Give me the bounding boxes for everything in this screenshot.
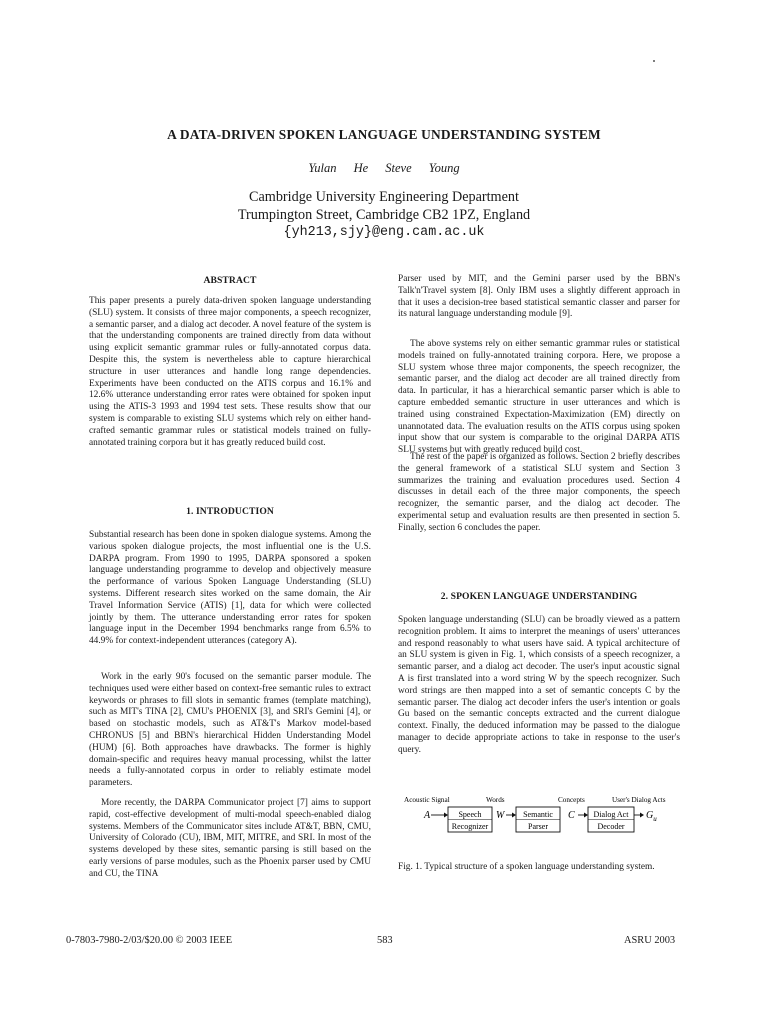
semantic-parser-label-2: Parser [528, 822, 548, 831]
introduction-paragraph-1: Substantial research has been done in spoken dialogue systems. Among the various spoken dialogue projects, the most influential one is the U.S. DARPA program. From 1990 to 1995, DARPA sponsored a spoken language understanding programme to develop and objectively measure the performance of various Spoken Language Understanding (SLU) systems. Different research sites worked on the same domain, the Air Travel Information Service (ATIS) [1], data for which were collected jointly by them. The utterance understanding error rates for spoken language input in the December 1994 benchmarks range from 6.5% to 44.9% for context-independent utterances (category A). [89, 530, 371, 647]
author-email: {yh213,sjy}@eng.cam.ac.uk [283, 225, 485, 240]
affiliation-department: Cambridge University Engineering Department [249, 189, 519, 205]
introduction-heading: 1. INTRODUCTION [186, 506, 274, 517]
introduction-paragraph-3: More recently, the DARPA Communicator project [7] aims to support rapid, cost-effective development of multi-modal speech-enabled dialog systems. Members of the Communicator sites include AT&T, BBN, CMU, University of Colorado (CU), IBM, MIT, MITRE, and SRI. In most of the systems developed by these sites, semantic parsing is still based on the early versions of parse modules, such as the Phoenix parser used by CMU and CU, the TINA [89, 798, 371, 879]
paper-title: A DATA-DRIVEN SPOKEN LANGUAGE UNDERSTANDING SYSTEM [167, 127, 601, 142]
symbol-a: A [424, 810, 431, 821]
affiliation-block [0, 188, 768, 242]
semantic-parser-label-1: Semantic [523, 810, 553, 819]
footer-venue: ASRU 2003 [624, 935, 676, 946]
arrowhead-icon [584, 813, 588, 818]
label-dialog-acts: User's Dialog Acts [612, 796, 666, 804]
symbol-c: C [568, 810, 575, 821]
arrowhead-icon [640, 813, 644, 818]
footer-page-number: 583 [377, 935, 393, 946]
introduction-paragraph-2: Work in the early 90's focused on the semantic parser module. The techniques used were either based on context-free semantic rules to extract keywords or phrases to fill slots in semantic frames (template matching), such as MIT's TINA [2], CMU's PHOENIX [3], and SRI's Gemini [4], or based on stochastic models, such as AT&T's Markov model-based CHRONUS [5] and BBN's hierarchical Hidden Understanding Model (HUM) [6]. Both approaches have drawbacks. The former is highly domain-specific and requires heavy manual processing, whilst the latter needs a fully-annotated corpus in order to reliably estimate model parameters. [89, 672, 371, 789]
symbol-w: W [496, 810, 505, 821]
dialog-act-decoder-label-2: Decoder [597, 822, 625, 831]
introduction-paragraph-4: Parser used by MIT, and the Gemini parser used by the BBN's Talk'n'Travel system [8]. Only IBM uses a slightly different approach in that it uses a decision-tree based statistical semantic classer and parser for its natural language understanding module [9]. [398, 274, 680, 320]
affiliation-address: Trumpington Street, Cambridge CB2 1PZ, England [237, 207, 531, 223]
label-words: Words [486, 796, 505, 804]
label-concepts: Concepts [558, 796, 585, 804]
introduction-paragraph-5: The above systems rely on either semantic grammar rules or statistical models trained on fully-annotated training corpora. Here, we propose a SLU system whose three major components, the speech recognizer, the semantic parser, and the dialog act decoder are all trained directly from data. In particular, it has a hierarchical semantic parser which is able to capture embedded semantic structure in user utterances and which is trained using constrained Expectation-Maximization (EM) directly on unannotated data. The evaluation results on the ATIS corpus using spoken input show that our system is comparable to the original DARPA ATIS SLU systems but with greatly reduced build cost. [398, 339, 680, 456]
slu-paragraph-1: Spoken language understanding (SLU) can be broadly viewed as a pattern recognition problem. It aims to interpret the meanings of users' utterances and respond reasonably to what users have said. A typical architecture of an SLU system is given in Fig. 1, which consists of a speech recognizer, a semantic parser, and a dialog act decoder. The user's input acoustic signal A is first translated into a word string W by the speech recognizer. Such word strings are then mapped into a set of semantic concepts C by the semantic parser. The dialog act decoder infers the user's intention or goals Gu based on the semantic concepts extracted and the current dialogue context. Finally, the deduced information may be passed to the dialogue manager to decide appropriate actions to take in response to the user's query. [398, 615, 680, 755]
speech-recognizer-label-2: Recognizer [451, 822, 489, 831]
figure-1-caption: Fig. 1. Typical structure of a spoken language understanding system. [398, 862, 655, 872]
abstract-text: This paper presents a purely data-driven spoken language understanding (SLU) system. It consists of three major components, a speech recognizer, a semantic parser, and a dialog act decoder. A novel feature of the system is that the understanding components are trained directly from data without using explicit semantic grammar rules or fully-annotated corpus data. Despite this, the system is nevertheless able to capture hierarchical structure in user utterances and handle long range dependencies. Experiments have been conducted on the ATIS corpus and 16.1% and 12.6% utterance understanding error rates were obtained for spoken input using the ATIS-3 1993 and 1994 test sets. These results show that our system is comparable to existing SLU systems which rely on either hand-crafted semantic grammar rules or statistical models trained on fully-annotated training corpora but it has greatly reduced build cost. [89, 296, 371, 448]
paper-authors: Yulan He Steve Young [308, 161, 460, 175]
label-acoustic-signal: Acoustic Signal [404, 796, 450, 804]
symbol-g-subscript: u [653, 815, 657, 823]
figure-1-diagram [398, 794, 680, 842]
dialog-act-decoder-label-1: Dialog Act [593, 810, 629, 819]
arrowhead-icon [444, 813, 448, 818]
speech-recognizer-label-1: Speech [458, 810, 482, 819]
introduction-paragraph-6: The rest of the paper is organized as follows. Section 2 briefly describes the general framework of a statistical SLU system and Section 3 summarizes the training and evaluation procedures used. Section 4 discusses in detail each of the three major components, the speech recognizer, the semantic parser, and the dialog act decoder. The experimental setup and evaluation results are then presented in section 5. Finally, section 6 concludes the paper. [398, 452, 680, 533]
abstract-heading: ABSTRACT [203, 275, 257, 286]
scan-speck [653, 60, 655, 62]
slu-heading: 2. SPOKEN LANGUAGE UNDERSTANDING [440, 591, 638, 602]
symbol-g: $G_u$ [646, 810, 657, 823]
footer-copyright: 0-7803-7980-2/03/$20.00 © 2003 IEEE [66, 935, 233, 946]
arrowhead-icon [512, 813, 516, 818]
